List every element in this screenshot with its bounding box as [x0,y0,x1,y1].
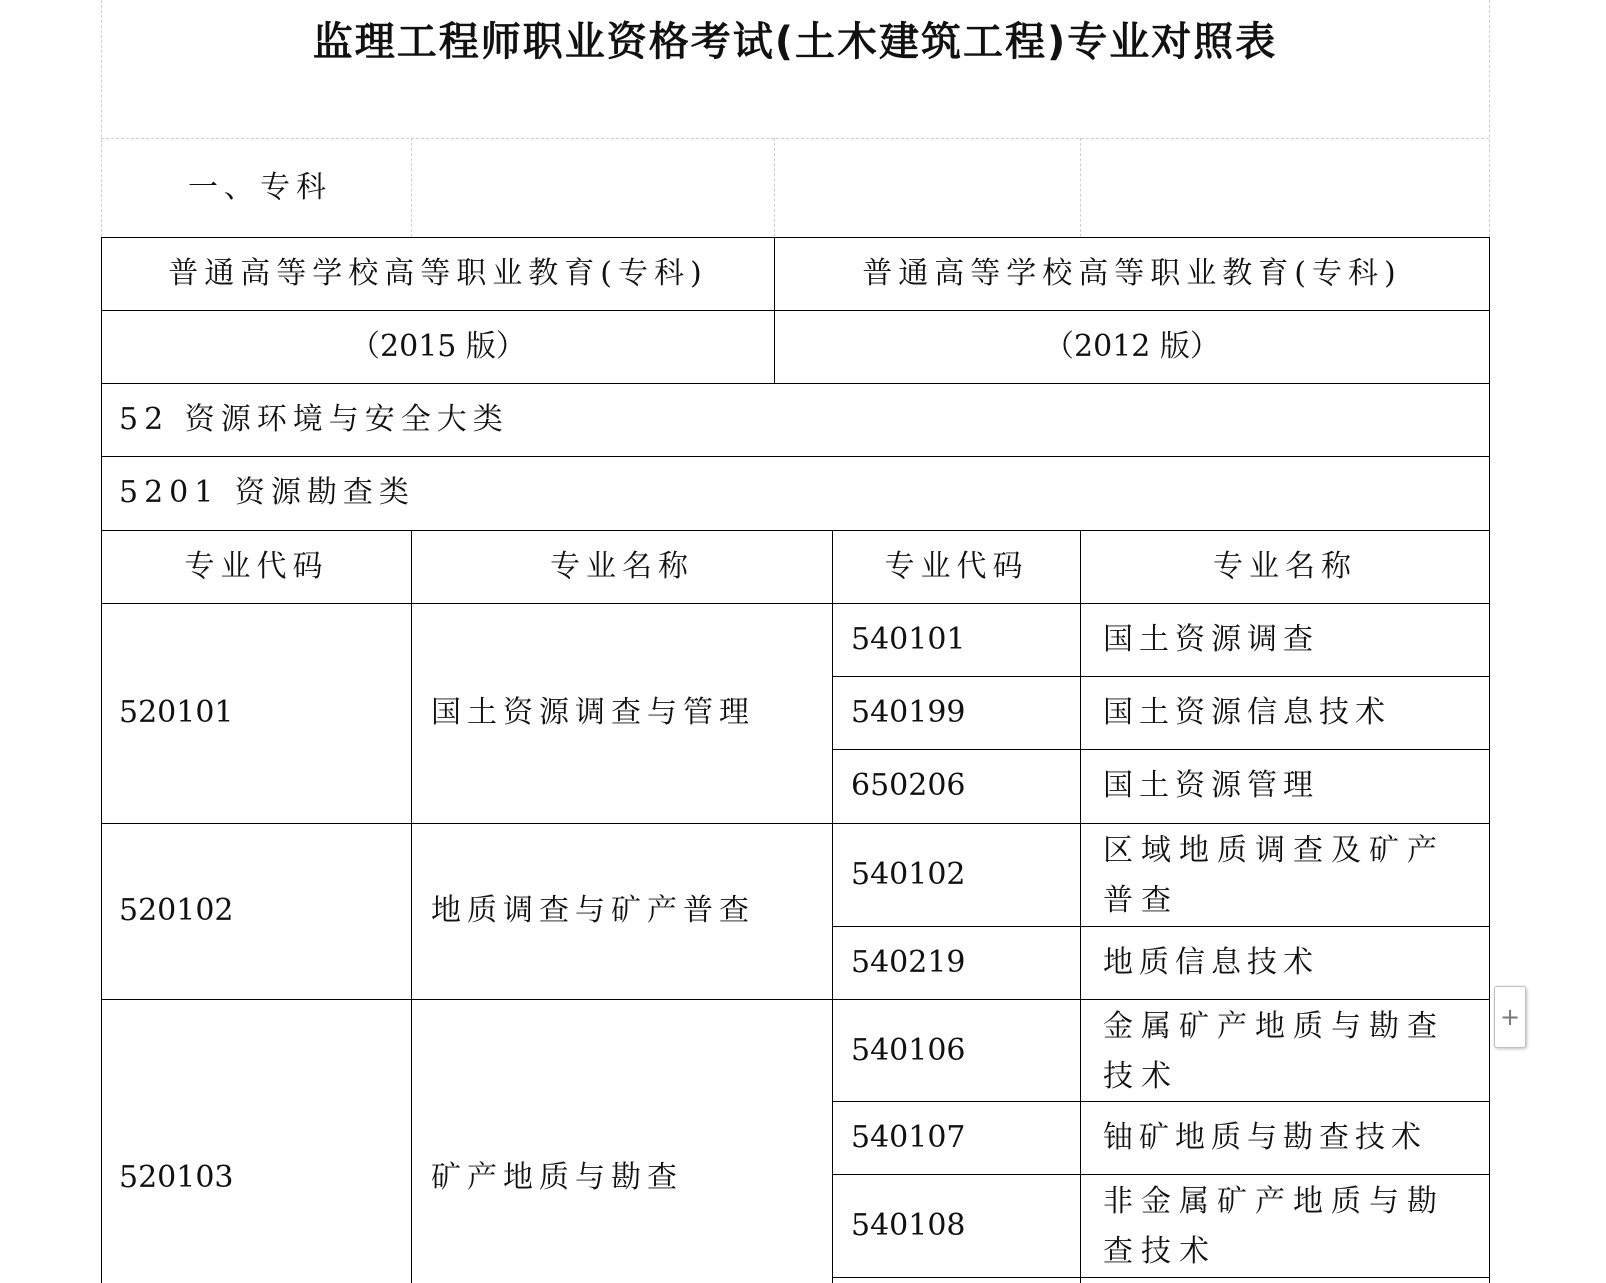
guide-line [101,138,1489,139]
table-border [832,749,1489,750]
row-name: 国土资源信息技术 [1103,695,1391,730]
section-label: 一、专科 [188,170,332,205]
group-name: 地质调查与矿产普查 [431,893,755,928]
table-border [832,676,1489,677]
category-row: 52 资源环境与安全大类 [119,402,509,437]
row-name: 金属矿产地质与勘查技术 [1103,1009,1445,1094]
table-border [832,926,1489,927]
table-border [101,237,102,1283]
row-code: 540102 [851,857,966,892]
guide-line [1080,138,1081,237]
guide-line [1489,0,1490,237]
table-border [411,530,412,1283]
row-name: 铀矿地质与勘查技术 [1103,1120,1427,1155]
table-border [1489,237,1490,1283]
table-border [101,603,1489,604]
column-header-code-2012: 专业代码 [884,549,1029,584]
table-border [101,310,1489,311]
table-border [101,456,1489,457]
guide-line [411,138,412,237]
page-title: 监理工程师职业资格考试(土木建筑工程)专业对照表 [312,19,1278,65]
column-header-name-2012: 专业名称 [1213,549,1357,584]
table-border [832,1174,1489,1175]
table-border [101,383,1489,384]
row-code: 540108 [851,1208,966,1243]
table-border [101,237,1489,238]
row-code: 650206 [851,768,966,803]
column-header-code: 专业代码 [184,549,329,584]
group-name: 矿产地质与勘查 [431,1160,683,1195]
row-code: 540101 [851,622,966,657]
table-border [1080,530,1081,1283]
header-left-title: 普通高等学校高等职业教育(专科) [168,256,708,291]
header-left-version: （2015 版） [350,329,526,364]
row-name: 国土资源调查 [1103,622,1319,657]
row-name: 地质信息技术 [1103,945,1319,980]
header-right-title: 普通高等学校高等职业教育(专科) [862,256,1402,291]
row-name: 区域地质调查及矿产普查 [1103,833,1445,918]
group-code: 520103 [119,1160,234,1195]
subcategory-row: 5201 资源勘查类 [119,475,415,510]
table-border [101,823,1489,824]
table-border [101,530,1489,531]
table-border [832,530,833,1283]
column-header-name: 专业名称 [550,549,694,584]
row-name: 非金属矿产地质与勘查技术 [1103,1184,1445,1269]
add-row-button[interactable]: + [1494,986,1526,1048]
group-code: 520102 [119,893,234,928]
header-right-version: （2012 版） [1044,329,1220,364]
row-code: 540107 [851,1120,966,1155]
row-code: 540199 [851,695,966,730]
group-name: 国土资源调查与管理 [431,695,755,730]
row-code: 540106 [851,1033,966,1068]
group-code: 520101 [119,695,234,730]
table-border [101,999,1489,1000]
table-border [832,1277,1489,1278]
row-name: 国土资源管理 [1103,768,1319,803]
row-code: 540219 [851,945,966,980]
guide-line [774,138,775,237]
